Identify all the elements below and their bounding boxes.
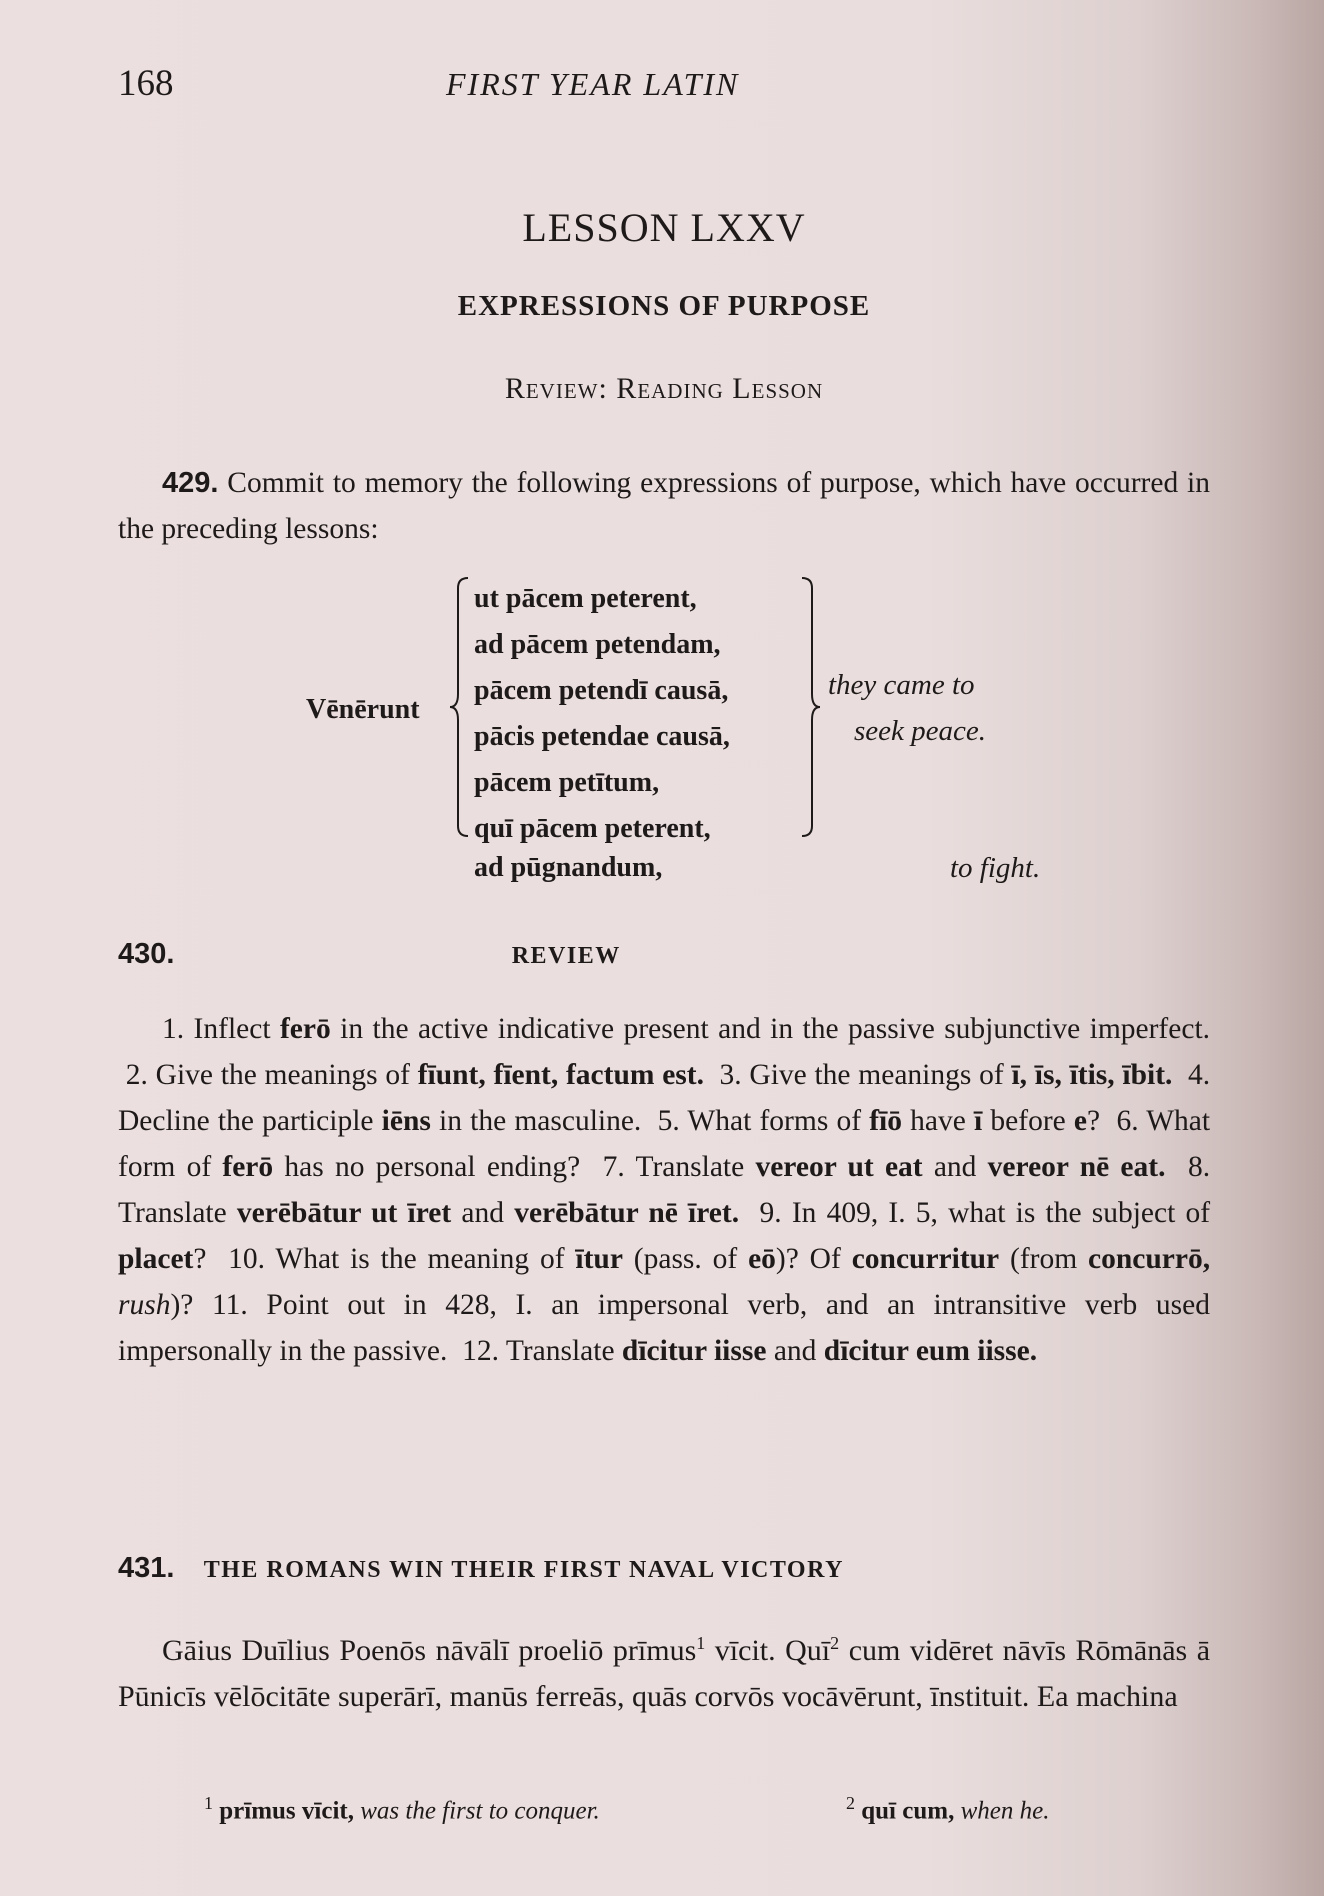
q-latin: vereor ut eat — [755, 1151, 923, 1183]
q-num: 6. — [1116, 1105, 1139, 1137]
section-number: 429. — [162, 467, 219, 499]
q-text: ? — [1087, 1105, 1101, 1137]
q-text: and — [933, 1151, 977, 1183]
q-text: Decline the participle — [118, 1105, 374, 1137]
q-latin: vereor nē eat. — [987, 1151, 1166, 1183]
purpose-form: pācem petendī causā, — [474, 675, 729, 706]
q-text: Give the meanings of — [155, 1059, 410, 1091]
page-number: 168 — [118, 63, 174, 104]
lesson-subtitle: EXPRESSIONS OF PURPOSE — [457, 290, 871, 322]
review-heading: REVIEW — [511, 943, 621, 969]
q-latin: ferō — [222, 1151, 274, 1183]
q-num: 5. — [657, 1105, 680, 1137]
running-title: FIRST YEAR LATIN — [446, 66, 740, 102]
q-text: In 409, I. 5, what is the subject of — [791, 1197, 1211, 1229]
section-number: 430. — [118, 938, 175, 970]
footnote-number: 1 — [204, 1793, 213, 1813]
q-num: 4. — [1187, 1059, 1211, 1091]
q-latin: iēns — [381, 1105, 431, 1137]
reading-text: vīcit. Quī — [714, 1634, 831, 1667]
q-text: )? Of — [775, 1243, 841, 1275]
q-text: (pass. of — [633, 1243, 738, 1275]
section-429-text — [118, 460, 1210, 552]
q-gloss: rush — [118, 1289, 171, 1321]
purpose-expressions — [118, 576, 1210, 884]
purpose-form: pācem petītum, — [474, 767, 660, 798]
q-latin: verēbātur ut īret — [236, 1197, 452, 1229]
q-text: (from — [1010, 1243, 1078, 1275]
q-text: and — [461, 1197, 504, 1229]
footnote-2 — [846, 1793, 1049, 1825]
lesson-title: LESSON LXXV — [522, 205, 806, 250]
q-latin: ī — [974, 1105, 983, 1137]
footnote-latin: prīmus vīcit, — [219, 1797, 354, 1825]
review-questions — [118, 1006, 1210, 1374]
q-text: ? — [193, 1243, 207, 1275]
q-num: 2. — [125, 1059, 148, 1091]
q-num: 1. — [162, 1013, 185, 1045]
q-num: 3. — [719, 1059, 742, 1091]
footnote-gloss: was the first to conquer. — [360, 1797, 600, 1825]
section-430-heading — [118, 938, 621, 971]
extra-translation: to fight. — [950, 852, 1041, 884]
q-latin: dīcitur iisse — [621, 1335, 767, 1367]
q-text: Point out in 428, I. an impersonal verb, and an intransitive verb used impersonally in the passive. — [118, 1289, 1210, 1367]
q-num: 9. — [759, 1197, 782, 1229]
q-latin: concurritur — [851, 1243, 1000, 1275]
purpose-forms-list — [474, 576, 730, 852]
verb-venerunt: Vēnērunt — [306, 694, 420, 725]
q-latin: fīō — [869, 1105, 902, 1137]
footnote-ref: 2 — [830, 1633, 840, 1653]
section-number: 431. — [118, 1552, 175, 1584]
reading-heading: THE ROMANS WIN THEIR FIRST NAVAL VICTORY — [203, 1557, 844, 1583]
q-num: 7. — [602, 1151, 625, 1183]
q-num: 8. — [1187, 1151, 1211, 1183]
q-latin: e — [1073, 1105, 1088, 1137]
q-latin: ī, īs, ītis, ībit. — [1011, 1059, 1173, 1091]
q-num: 10. — [228, 1243, 266, 1275]
q-text: What form of — [118, 1105, 1211, 1183]
q-latin: verēbātur nē īret. — [514, 1197, 740, 1229]
translation-line-2: seek peace. — [854, 715, 987, 747]
q-text: What is the meaning of — [275, 1243, 565, 1275]
purpose-form: ad pācem petendam, — [474, 629, 721, 660]
footnote-gloss: when he. — [960, 1797, 1050, 1825]
purpose-form: quī pācem peterent, — [474, 813, 711, 844]
q-latin: dīcitur eum iisse. — [823, 1335, 1038, 1367]
q-text: and — [773, 1335, 817, 1367]
extra-purpose-row — [474, 852, 1174, 884]
q-latin: placet — [118, 1243, 194, 1275]
q-text: have — [910, 1105, 966, 1137]
q-text: has no personal ending? — [284, 1151, 581, 1183]
footnote-ref: 1 — [696, 1633, 706, 1653]
q-text: Translate — [505, 1335, 615, 1367]
extra-form: ad pūgnandum, — [474, 852, 663, 883]
left-brace-icon — [448, 576, 472, 838]
q-latin: concurrō, — [1088, 1243, 1211, 1275]
q-text: Inflect — [193, 1013, 271, 1045]
translation — [828, 662, 986, 754]
page-header — [118, 62, 1213, 112]
q-latin: ītur — [575, 1243, 623, 1275]
q-text: Translate — [635, 1151, 745, 1183]
footnote-latin: quī cum, — [861, 1797, 955, 1825]
q-latin: fīunt, fīent, factum est. — [417, 1059, 704, 1091]
purpose-form: pācis petendae causā, — [474, 721, 730, 752]
q-text: before — [990, 1105, 1066, 1137]
q-latin: ferō — [279, 1013, 331, 1045]
right-brace-icon — [798, 576, 822, 838]
q-latin: eō — [748, 1243, 776, 1275]
q-text: )? — [170, 1289, 194, 1321]
section-429-body: Commit to memory the following expressions of purpose, which have occurred in the preceding lessons: — [118, 467, 1210, 545]
purpose-form: ut pācem peterent, — [474, 583, 697, 614]
q-text: Give the meanings of — [749, 1059, 1004, 1091]
q-text: What forms of — [687, 1105, 862, 1137]
translation-line-1: they came to — [828, 669, 975, 701]
q-text: in the masculine. — [439, 1105, 642, 1137]
reading-text: Gāius Duīlius Poenōs nāvālī proeliō prīmus — [162, 1634, 697, 1667]
footnote-1 — [204, 1793, 600, 1825]
q-text: in the active indicative present and in the passive subjunctive imperfect. — [340, 1013, 1211, 1045]
review-line: Review: Reading Lesson — [504, 372, 824, 405]
reading-paragraph — [118, 1620, 1210, 1720]
reading-text: cum vidēret nāvīs Rōmānās ā Pūnicīs vēlōcitāte superārī, manūs ferreās, quās corvōs vocāvērunt, īnstituit. Ea machina — [118, 1634, 1211, 1713]
q-num: 12. — [462, 1335, 499, 1367]
footnote-number: 2 — [846, 1793, 855, 1813]
q-text: Translate — [118, 1197, 227, 1229]
q-num: 11. — [212, 1289, 248, 1321]
section-431-heading — [118, 1552, 844, 1585]
